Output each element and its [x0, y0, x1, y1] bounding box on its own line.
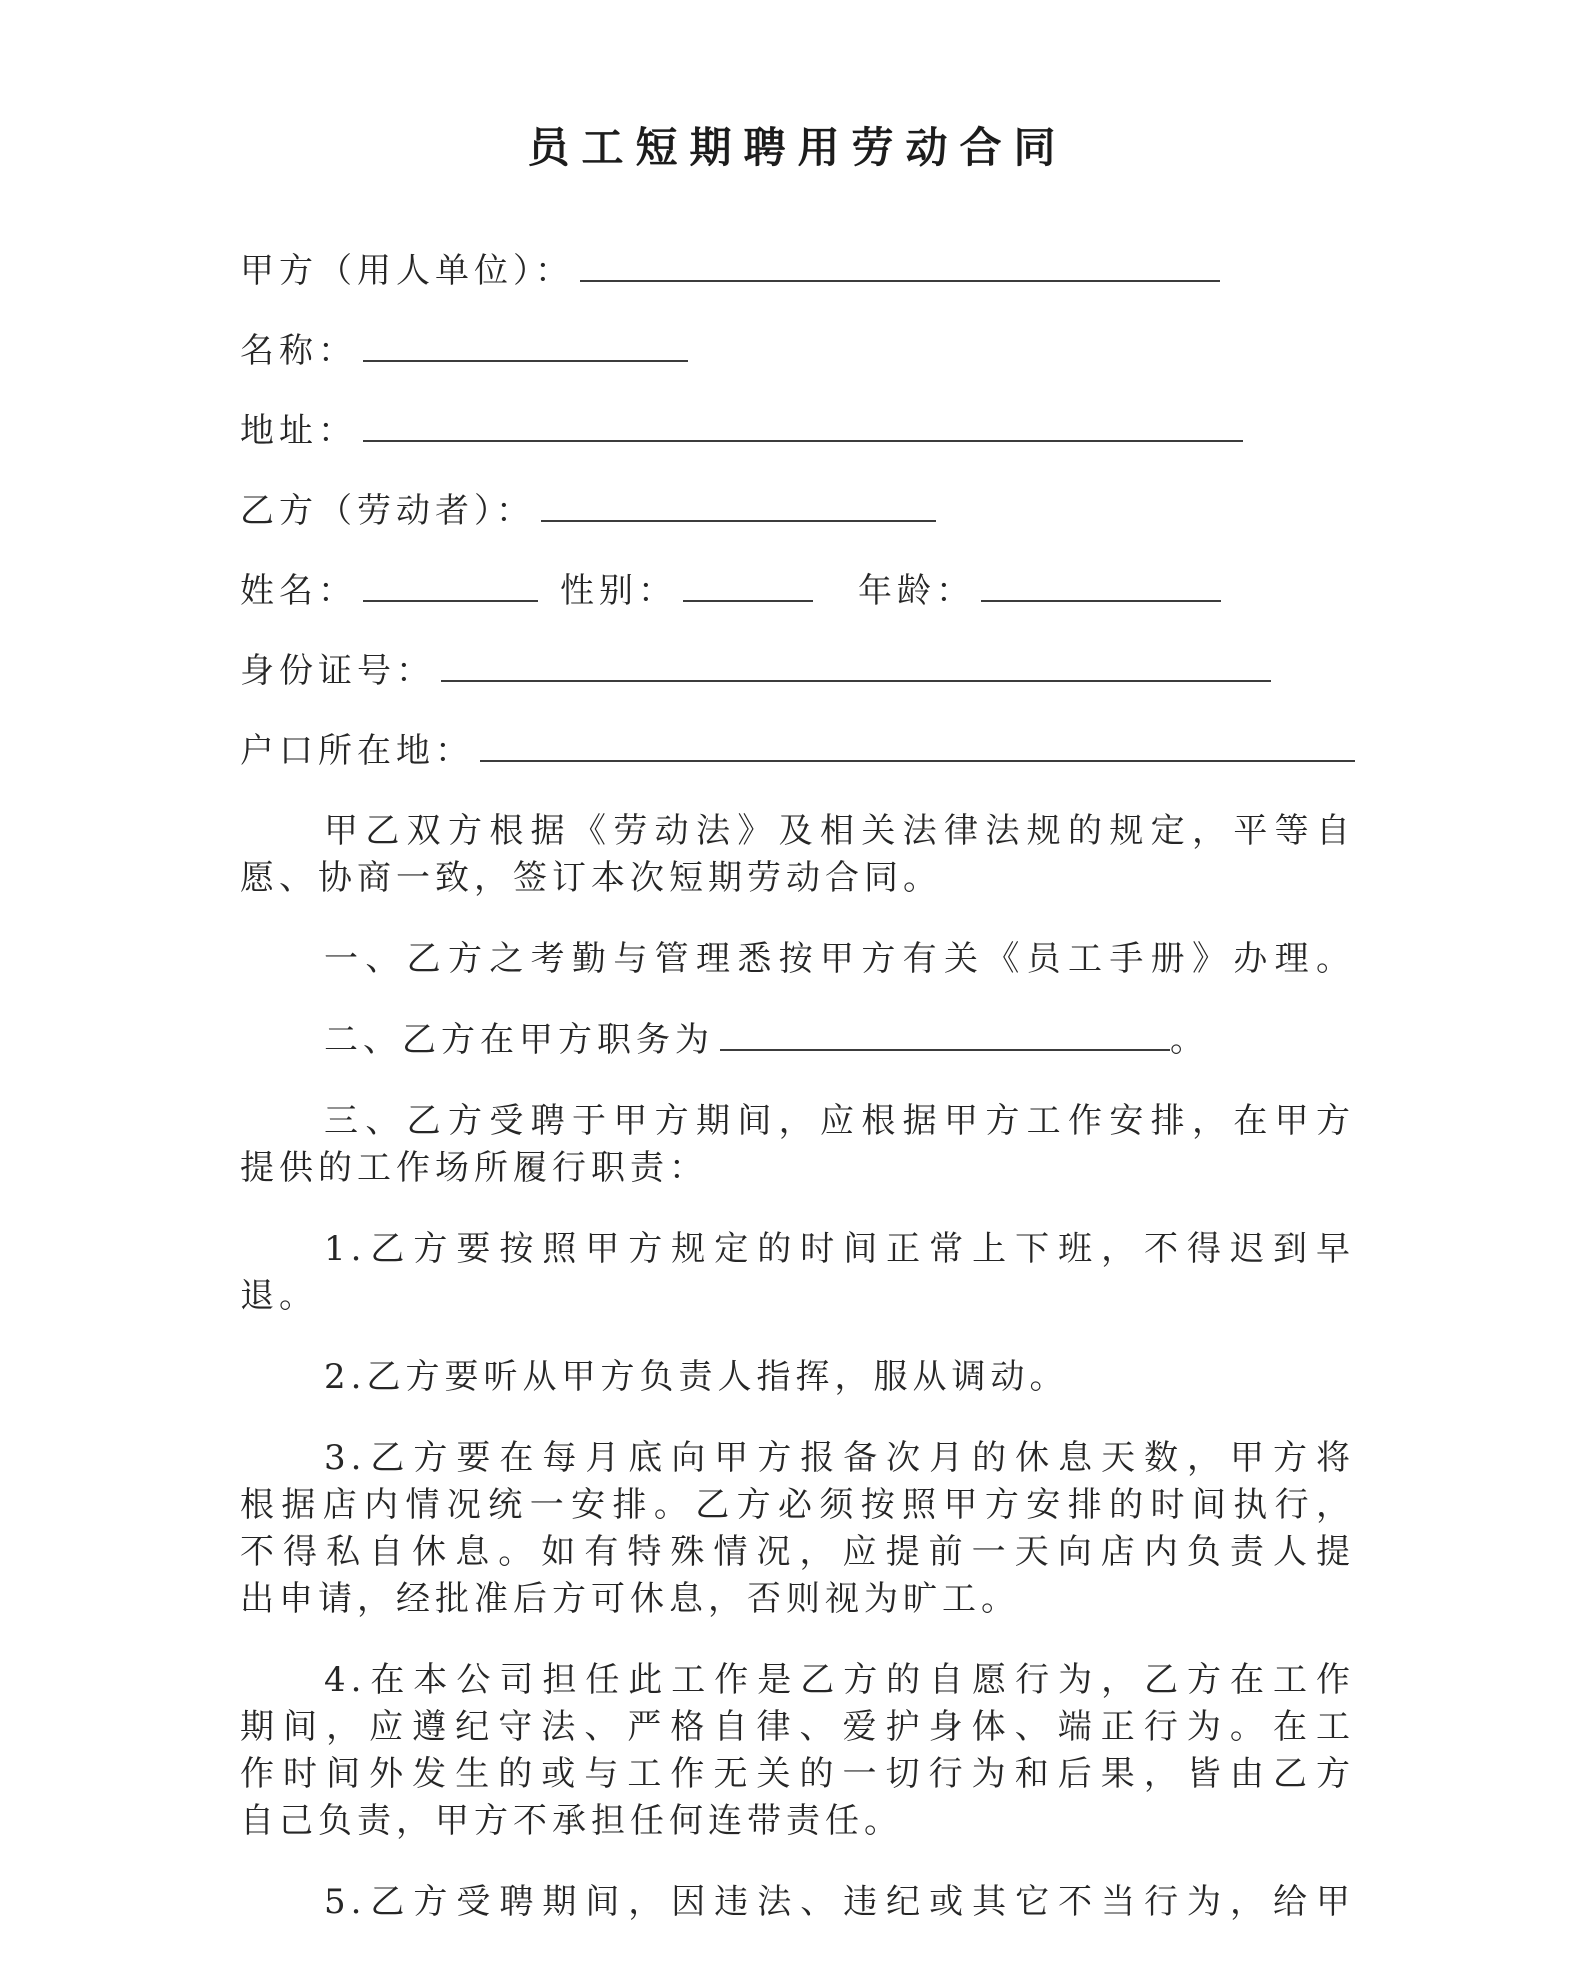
party-b-blank-line [541, 520, 936, 522]
paragraph-clause-two [240, 1017, 1355, 1064]
text-line: 一、乙方之考勤与管理悉按甲方有关《员工手册》办理。 [324, 939, 1355, 979]
field-id-number [240, 648, 1355, 694]
paragraph-intro [240, 808, 1355, 902]
paragraph-item-four [240, 1657, 1355, 1845]
text-line: 5.乙方受聘期间，因违法、违纪或其它不当行为，给甲 [324, 1882, 1355, 1922]
text-line: 1.乙方要按照甲方规定的时间正常上下班，不得迟到早 [324, 1229, 1355, 1269]
text-line: 退。 [240, 1276, 318, 1316]
text-line: 出申请，经批准后方可休息，否则视为旷工。 [240, 1579, 1020, 1619]
clause-two-text: 二、乙方在甲方职务为 [324, 1020, 714, 1060]
party-a-blank-line [580, 280, 1220, 282]
residence-label: 户口所在地： [240, 731, 474, 771]
person-name-blank-line [363, 600, 538, 602]
text-line: 作时间外发生的或与工作无关的一切行为和后果，皆由乙方 [240, 1754, 1355, 1794]
residence-blank-line [480, 760, 1355, 762]
person-name-label: 姓名： [240, 571, 357, 611]
paragraph-item-five [240, 1879, 1355, 1926]
id-number-blank-line [441, 680, 1271, 682]
field-person-details [240, 568, 1355, 614]
text-line: 提供的工作场所履行职责： [240, 1148, 708, 1188]
text-line: 2.乙方要听从甲方负责人指挥，服从调动。 [324, 1357, 1069, 1397]
gender-label: 性别： [560, 571, 677, 611]
text-line: 不得私自休息。如有特殊情况，应提前一天向店内负责人提 [240, 1532, 1355, 1572]
text-line: 三、乙方受聘于甲方期间，应根据甲方工作安排，在甲方 [324, 1101, 1355, 1141]
text-line: 4.在本公司担任此工作是乙方的自愿行为，乙方在工作 [324, 1660, 1355, 1700]
page-title: 员工短期聘用劳动合同 [527, 123, 1068, 172]
company-name-label: 名称： [240, 331, 357, 371]
age-blank-line [981, 600, 1221, 602]
paragraph-clause-one [240, 936, 1355, 983]
clause-two-period: 。 [1170, 1020, 1209, 1060]
field-address [240, 408, 1355, 454]
text-line: 自己负责，甲方不承担任何连带责任。 [240, 1801, 903, 1841]
party-a-label: 甲方（用人单位）： [240, 251, 574, 291]
address-blank-line [363, 440, 1243, 442]
field-party-b [240, 488, 1355, 534]
text-line: 3.乙方要在每月底向甲方报备次月的休息天数，甲方将 [324, 1438, 1355, 1478]
gender-blank-line [683, 600, 813, 602]
age-label: 年龄： [858, 571, 975, 611]
field-residence [240, 728, 1355, 774]
field-party-a [240, 248, 1355, 294]
text-line: 甲乙双方根据《劳动法》及相关法律法规的规定，平等自 [324, 811, 1355, 851]
text-line [240, 1017, 1355, 1064]
company-name-blank-line [363, 360, 688, 362]
position-blank-line [720, 1049, 1170, 1051]
paragraph-item-one [240, 1226, 1355, 1320]
text-line: 根据店内情况统一安排。乙方必须按照甲方安排的时间执行， [240, 1485, 1355, 1525]
address-label: 地址： [240, 411, 357, 451]
text-line: 期间，应遵纪守法、严格自律、爱护身体、端正行为。在工 [240, 1707, 1355, 1747]
paragraph-clause-three [240, 1098, 1355, 1192]
id-number-label: 身份证号： [240, 651, 435, 691]
party-b-label: 乙方（劳动者）： [240, 491, 535, 531]
paragraph-item-two [240, 1354, 1355, 1401]
field-company-name [240, 328, 1355, 374]
paragraph-item-three [240, 1435, 1355, 1623]
text-line: 愿、协商一致，签订本次短期劳动合同。 [240, 858, 942, 898]
